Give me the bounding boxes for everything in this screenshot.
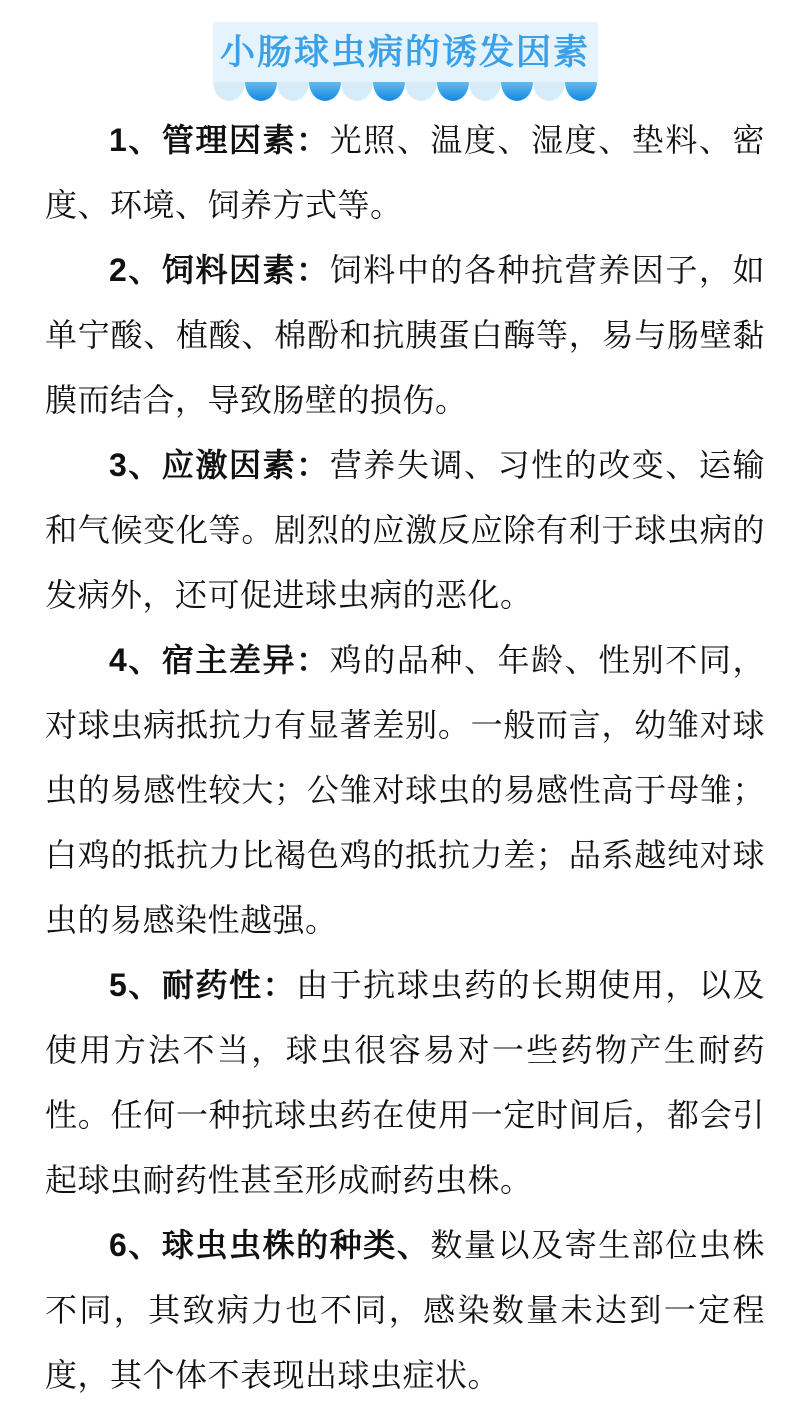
header bbox=[0, 0, 810, 82]
scallop-dark bbox=[245, 82, 277, 101]
scallop-light bbox=[405, 82, 437, 101]
paragraph bbox=[45, 108, 765, 238]
paragraph bbox=[45, 238, 765, 433]
paragraph-body: 营养失调、习性的改变、运输和气候变化等。剧烈的应激反应除有利于球虫病的发病外，还可促进球虫病的恶化。 bbox=[45, 447, 765, 613]
paragraph-body: 光照、温度、湿度、垫料、密度、环境、饲养方式等。 bbox=[45, 122, 765, 223]
scallop-border bbox=[213, 82, 598, 101]
page-title: 小肠球虫病的诱发因素 bbox=[219, 32, 590, 72]
scallop-dark bbox=[373, 82, 405, 101]
scallop-dark bbox=[309, 82, 341, 101]
paragraph-body: 饲料中的各种抗营养因子，如单宁酸、植酸、棉酚和抗胰蛋白酶等，易与肠壁黏膜而结合，导致肠壁的损伤。 bbox=[45, 252, 765, 418]
scallop-dark bbox=[565, 82, 597, 101]
scallop-light bbox=[213, 82, 245, 101]
paragraph bbox=[45, 1213, 765, 1408]
paragraph-lead: 1、管理因素： bbox=[109, 122, 330, 158]
paragraph-body: 鸡的品种、年龄、性别不同，对球虫病抵抗力有显著差别。一般而言，幼雏对球虫的易感性较大；公雏对球虫的易感性高于母雏；白鸡的抵抗力比褐色鸡的抵抗力差；品系越纯对球虫的易感染性越强。 bbox=[45, 642, 765, 938]
paragraph-body: 由于抗球虫药的长期使用，以及使用方法不当，球虫很容易对一些药物产生耐药性。任何一种抗球虫药在使用一定时间后，都会引起球虫耐药性甚至形成耐药虫株。 bbox=[45, 967, 765, 1198]
paragraph-lead: 2、饲料因素： bbox=[109, 252, 330, 288]
scallop-light bbox=[533, 82, 565, 101]
scallop-light bbox=[469, 82, 501, 101]
paragraph-lead: 5、耐药性： bbox=[109, 967, 297, 1003]
content bbox=[45, 108, 765, 1408]
paragraph bbox=[45, 433, 765, 628]
paragraph bbox=[45, 953, 765, 1213]
paragraph bbox=[45, 628, 765, 953]
paragraph-lead: 4、宿主差异： bbox=[109, 642, 330, 678]
paragraph-lead: 6、球虫虫株的种类、 bbox=[109, 1227, 431, 1263]
scallop-light bbox=[277, 82, 309, 101]
title-badge bbox=[213, 22, 598, 82]
scallop-light bbox=[341, 82, 373, 101]
paragraph-body: 数量以及寄生部位虫株不同，其致病力也不同，感染数量未达到一定程度，其个体不表现出球虫症状。 bbox=[45, 1227, 765, 1393]
scallop-dark bbox=[501, 82, 533, 101]
paragraph-lead: 3、应激因素： bbox=[109, 447, 330, 483]
scallop-dark bbox=[437, 82, 469, 101]
